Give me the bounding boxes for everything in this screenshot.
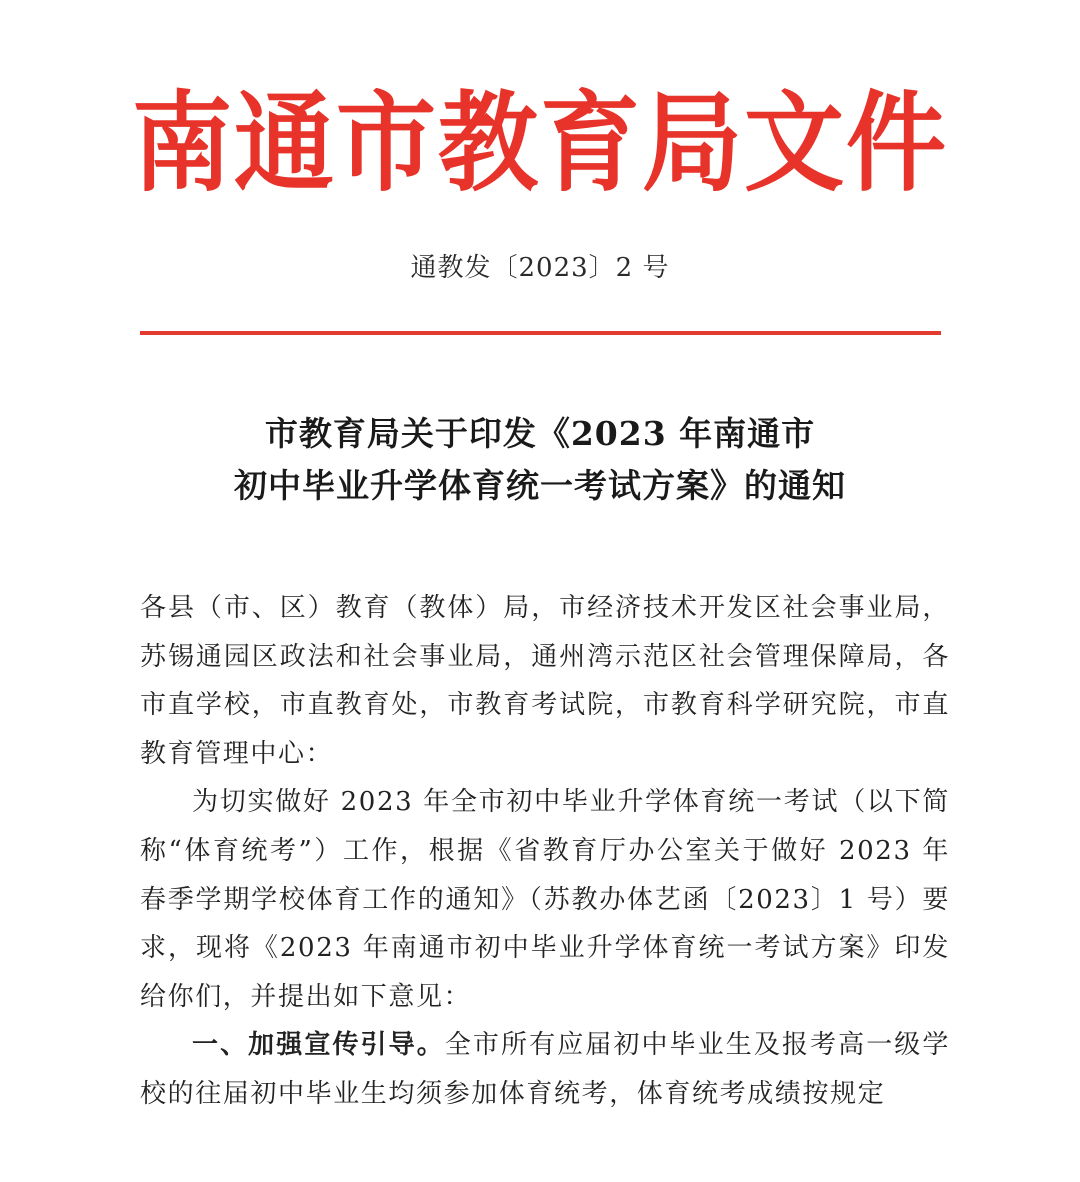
document-body [140,584,950,1119]
section-1-heading: 一、加强宣传引导。 [192,1030,445,1061]
recipients-paragraph: 各县（市、区）教育（教体）局，市经济技术开发区社会事业局，苏锡通园区政法和社会事业局，通州湾示范区社会管理保障局，各市直学校，市直教育处，市教育考试院，市教育科学研究院，市直教育管理中心： [140,593,950,769]
issuing-authority-title: 南通市教育局文件 [132,79,948,207]
intro-paragraph: 为切实做好 2023 年全市初中毕业升学体育统一考试（以下简称“体育统考”）工作，根据《省教育厅办公室关于做好 2023 年春季学期学校体育工作的通知》（苏教办体艺函〔2023〕1 号）要求，现将《2023 年南通市初中毕业升学体育统一考试方案》印发给你们，并提出如下意见： [140,787,950,1012]
document-number: 通教发〔2023〕2 号 [410,253,670,283]
section-1-text: 全市所有应届初中毕业生及报考高一级学校的往届初中毕业生均须参加体育统考，体育统考成绩按规定 [140,1030,950,1109]
red-divider-line [140,331,941,335]
notice-title [0,408,1080,512]
notice-title-line-1: 市教育局关于印发《2023 年南通市 [264,414,816,453]
notice-title-line-2: 初中毕业升学体育统一考试方案》的通知 [234,466,846,505]
section-1-paragraph [140,1021,950,1118]
